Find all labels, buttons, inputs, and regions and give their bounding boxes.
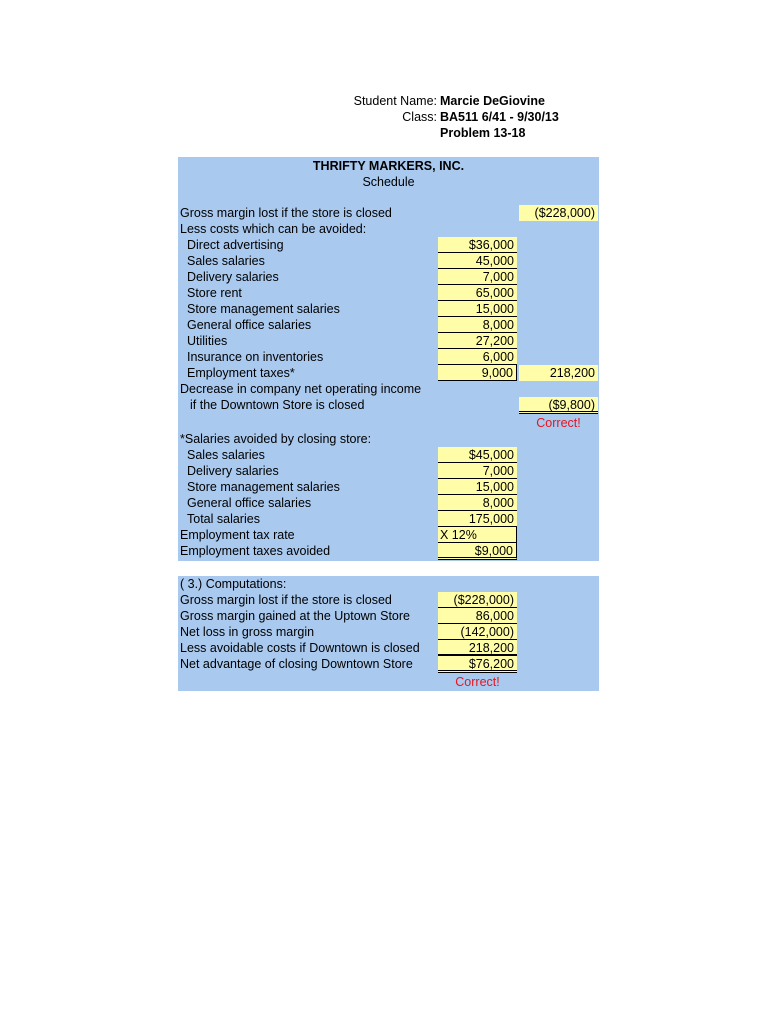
salary-row [178, 479, 599, 495]
salary-row [178, 463, 599, 479]
computation-row [178, 608, 599, 624]
salary-label: General office salaries [187, 496, 312, 510]
salary-value[interactable]: 7,000 [438, 463, 517, 479]
computation-label: Gross margin lost if the store is closed [180, 593, 392, 607]
cost-value[interactable]: 65,000 [438, 285, 517, 301]
less-costs-label: Less costs which can be avoided: [180, 222, 367, 236]
salary-row [178, 447, 599, 463]
costs-total-value[interactable]: 218,200 [519, 365, 598, 381]
cost-value[interactable]: 9,000 [438, 365, 517, 381]
net-advantage-label: Net advantage of closing Downtown Store [180, 657, 413, 671]
decrease-label: Decrease in company net operating income [180, 382, 422, 396]
gross-margin-value[interactable]: ($228,000) [519, 205, 598, 221]
salaries-heading-row [178, 431, 599, 447]
cost-value[interactable]: 8,000 [438, 317, 517, 333]
computation-value[interactable]: 86,000 [438, 608, 517, 624]
cost-label: Delivery salaries [187, 270, 279, 284]
cost-label: Utilities [187, 334, 228, 348]
cost-value[interactable]: $36,000 [438, 237, 517, 253]
salary-row [178, 495, 599, 511]
cost-value[interactable]: 45,000 [438, 253, 517, 269]
salary-label: Delivery salaries [187, 464, 279, 478]
cost-row [178, 237, 599, 253]
computations-panel [178, 576, 599, 691]
cost-value[interactable]: 7,000 [438, 269, 517, 285]
cost-label: Direct advertising [187, 238, 284, 252]
cost-row [178, 285, 599, 301]
total-salaries-row [178, 511, 599, 527]
decrease-row-2 [178, 397, 599, 413]
cost-label: Insurance on inventories [187, 350, 324, 364]
salary-value[interactable]: 8,000 [438, 495, 517, 511]
total-salaries-value[interactable]: 175,000 [438, 511, 517, 527]
salary-label: Sales salaries [187, 448, 265, 462]
net-advantage-row [178, 656, 599, 672]
student-name-label: Student Name: [353, 94, 437, 108]
salary-value[interactable]: 15,000 [438, 479, 517, 495]
tax-rate-row [178, 527, 599, 543]
cost-label: General office salaries [187, 318, 312, 332]
taxes-avoided-label: Employment taxes avoided [180, 544, 331, 558]
cost-label: Sales salaries [187, 254, 265, 268]
computation-value[interactable]: (142,000) [438, 624, 517, 640]
computation-row [178, 640, 599, 656]
computation-row [178, 624, 599, 640]
cost-label: Store management salaries [187, 302, 340, 316]
salary-value[interactable]: $45,000 [438, 447, 517, 463]
schedule-panel [178, 157, 599, 561]
company-title: THRIFTY MARKERS, INC. [312, 159, 465, 173]
cost-row [178, 301, 599, 317]
net-advantage-value[interactable]: $76,200 [438, 656, 517, 673]
decrease-value[interactable]: ($9,800) [519, 397, 598, 414]
cost-row [178, 333, 599, 349]
computations-heading-row [178, 576, 599, 592]
correct-indicator: Correct! [536, 416, 581, 430]
gross-margin-label: Gross margin lost if the store is closed [180, 206, 392, 220]
computation-label: Less avoidable costs if Downtown is closed [180, 641, 420, 655]
schedule-subtitle: Schedule [362, 175, 415, 189]
correct-indicator: Correct! [455, 675, 500, 689]
computations-heading: ( 3.) Computations: [180, 577, 287, 591]
less-costs-row [178, 221, 599, 237]
cost-row [178, 317, 599, 333]
computation-row [178, 592, 599, 608]
total-salaries-label: Total salaries [187, 512, 260, 526]
salary-label: Store management salaries [187, 480, 340, 494]
cost-value[interactable]: 6,000 [438, 349, 517, 365]
computation-value[interactable]: 218,200 [438, 640, 517, 656]
class-label: Class: [402, 110, 437, 124]
salaries-heading: *Salaries avoided by closing store: [180, 432, 372, 446]
gross-margin-row [178, 205, 599, 221]
cost-label: Store rent [187, 286, 242, 300]
cost-value[interactable]: 27,200 [438, 333, 517, 349]
class-value: BA511 6/41 - 9/30/13 [440, 110, 559, 124]
cost-value[interactable]: 15,000 [438, 301, 517, 317]
taxes-avoided-row [178, 543, 599, 559]
tax-rate-value[interactable]: X 12% [438, 527, 517, 543]
decrease-label-2: if the Downtown Store is closed [190, 398, 365, 412]
computation-value[interactable]: ($228,000) [438, 592, 517, 608]
taxes-avoided-value[interactable]: $9,000 [438, 543, 517, 560]
cost-row [178, 349, 599, 365]
problem-label: Problem 13-18 [440, 126, 526, 140]
cost-row [178, 365, 599, 381]
cost-label: Employment taxes* [187, 366, 295, 380]
student-name-value: Marcie DeGiovine [440, 94, 545, 108]
decrease-row [178, 381, 599, 397]
cost-row [178, 253, 599, 269]
computation-label: Gross margin gained at the Uptown Store [180, 609, 410, 623]
cost-row [178, 269, 599, 285]
tax-rate-label: Employment tax rate [180, 528, 295, 542]
computation-label: Net loss in gross margin [180, 625, 315, 639]
